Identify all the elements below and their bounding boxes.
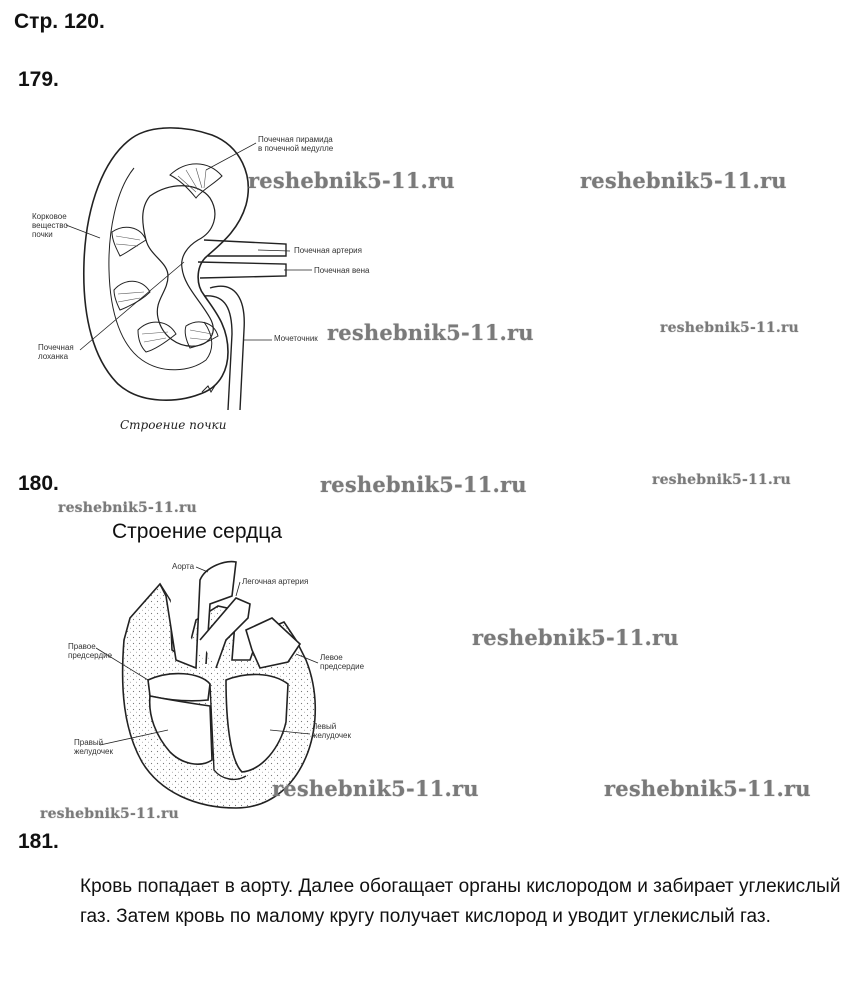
label-pulmonary-artery: Легочная артерия [242,577,309,586]
watermark: reshebnik5-11.ru [472,625,679,650]
watermark: reshebnik5-11.ru [580,168,787,193]
label-ureter: Мочеточник [274,334,318,343]
watermark: reshebnik5-11.ru [327,320,534,345]
watermark: reshebnik5-11.ru [660,320,799,336]
label-left-atrium: Левое предсердие [320,653,365,672]
label-kidney-pyramid: Почечная пирамида в почечной медулле [258,135,334,154]
task-number-181: 181. [18,830,59,853]
answer-text-181: Кровь попадает в аорту. Далее обогащает органы кислородом и забирает углекислый газ. Затем кровь по малому кругу получает кислород и уводит углекислый газ. [80,876,841,927]
watermark: reshebnik5-11.ru [40,806,179,822]
label-kidney-cortex: Корковое вещество почки [32,212,68,240]
label-right-ventricle: Правый желудочек [74,738,113,757]
watermark: reshebnik5-11.ru [320,472,527,497]
watermark: reshebnik5-11.ru [652,472,791,488]
label-renal-vein: Почечная вена [314,266,370,275]
label-renal-pelvis: Почечная лоханка [38,343,74,362]
heart-figure-title: Строение сердца [112,520,282,543]
watermark: reshebnik5-11.ru [272,776,479,801]
label-right-atrium: Правое предсердие [68,642,113,661]
task-number-179: 179. [18,68,59,91]
watermark: reshebnik5-11.ru [248,168,455,193]
label-aorta: Аорта [172,562,195,571]
watermark: reshebnik5-11.ru [604,776,811,801]
page-header: Стр. 120. [14,10,105,33]
label-left-ventricle: Левый желудочек [312,722,351,741]
kidney-caption: Строение почки [120,418,227,432]
task-number-180: 180. [18,472,59,495]
label-renal-artery: Почечная артерия [294,246,362,255]
watermark: reshebnik5-11.ru [58,500,197,516]
